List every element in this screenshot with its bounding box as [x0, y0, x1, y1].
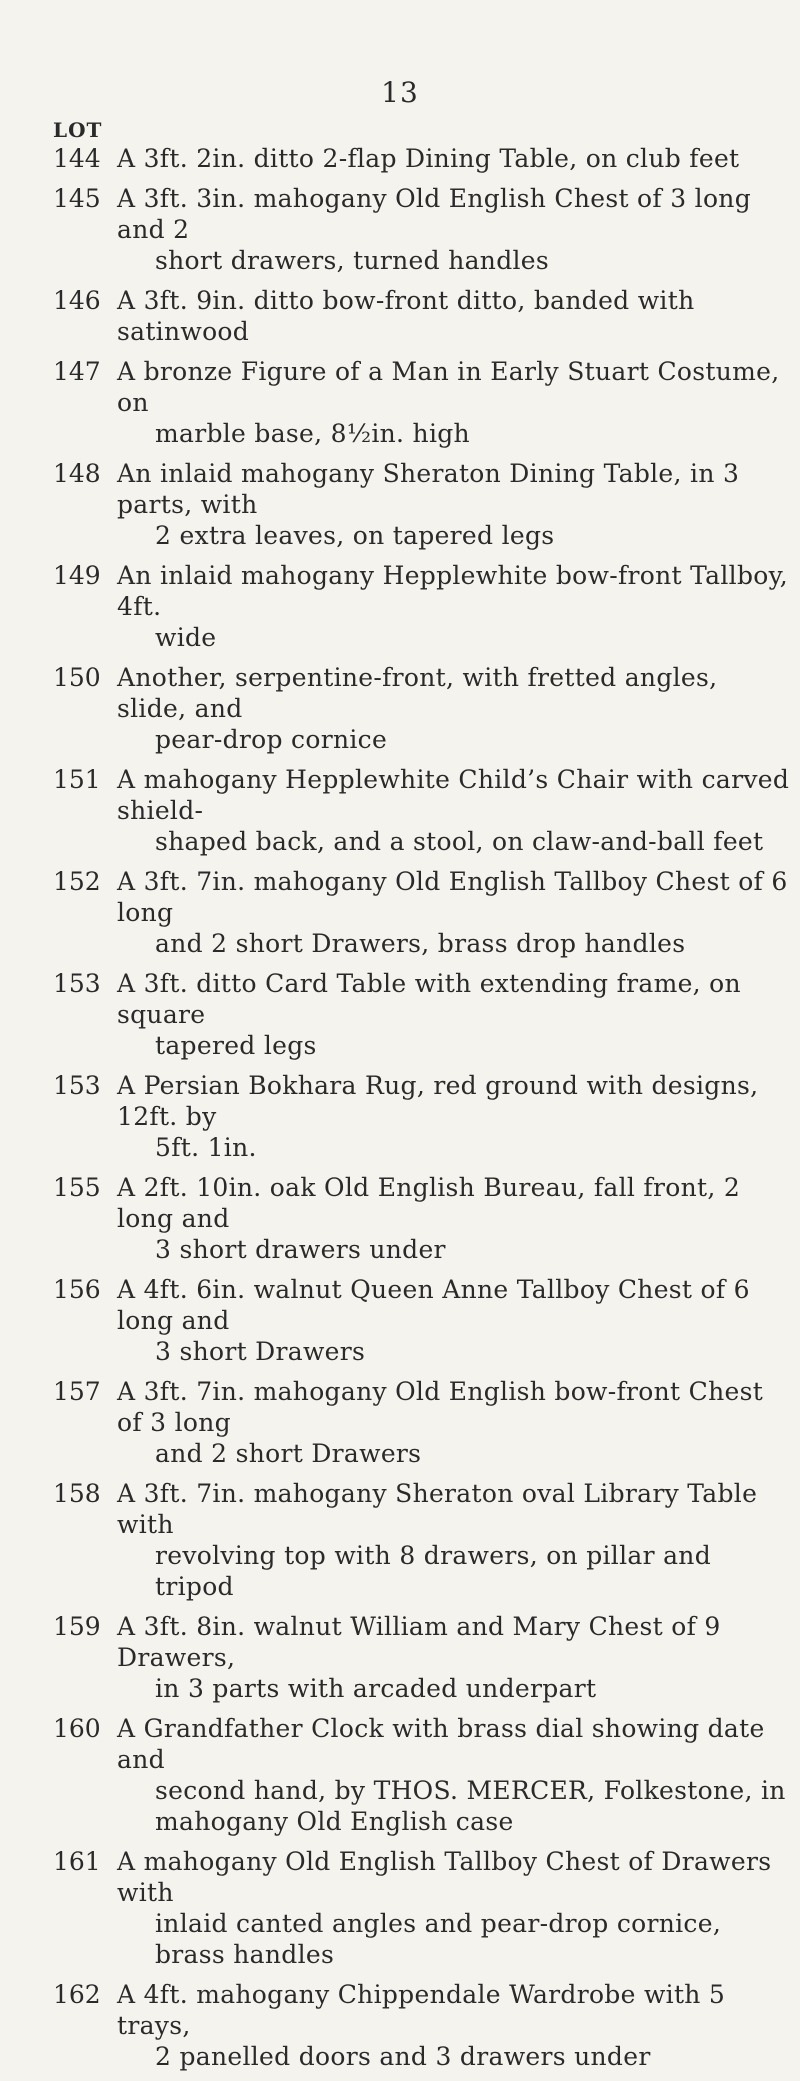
lot-number: 162 — [53, 1980, 101, 2009]
lot-entry — [53, 560, 793, 653]
lot-description — [117, 662, 793, 755]
lot-description — [117, 1713, 793, 1837]
lot-description — [117, 1979, 793, 2072]
lot-list — [53, 143, 793, 2081]
lot-description-line: short drawers, turned handles — [155, 246, 550, 275]
lot-entry — [53, 1979, 793, 2072]
lot-number: 152 — [53, 867, 101, 896]
lot-number: 160 — [53, 1714, 101, 1743]
lot-description-line: in 3 parts with arcaded underpart — [155, 1674, 597, 1703]
lot-description-line: revolving top with 8 drawers, on pillar and tripod — [155, 1541, 712, 1601]
lot-description-line: An inlaid mahogany Sheraton Dining Table, in 3 parts, with — [117, 459, 740, 519]
lot-description — [117, 183, 793, 276]
lot-description-line: A 4ft. 6in. walnut Queen Anne Tallboy Chest of 6 long and — [117, 1275, 750, 1335]
lot-description-line: shaped back, and a stool, on claw-and-ball feet — [155, 827, 764, 856]
lot-entry — [53, 1274, 793, 1367]
lot-entry — [53, 1611, 793, 1704]
lot-description — [117, 458, 793, 551]
lot-description-line: 5ft. 1in. — [155, 1133, 257, 1162]
lot-number: 153 — [53, 1071, 101, 1100]
lot-entry — [53, 1070, 793, 1163]
lot-description — [117, 356, 793, 449]
lot-entry — [53, 1846, 793, 1970]
lot-description — [117, 764, 793, 857]
lot-entry — [53, 968, 793, 1061]
lot-description-line: pear-drop cornice — [155, 725, 388, 754]
lot-entry — [53, 458, 793, 551]
lot-entry — [53, 285, 793, 347]
lot-description-line: A 3ft. 9in. ditto bow-front ditto, banded with satinwood — [117, 286, 695, 346]
lot-description-line: A 4ft. mahogany Chippendale Wardrobe with 5 trays, — [117, 1980, 726, 2040]
lot-description-line: An inlaid mahogany Hepplewhite bow-front Tallboy, 4ft. — [117, 561, 788, 621]
lot-description — [117, 1846, 793, 1970]
lot-description — [117, 285, 793, 347]
lot-description-line: 2 panelled doors and 3 drawers under — [155, 2042, 651, 2071]
lot-entry — [53, 662, 793, 755]
lot-description-line: 3 short Drawers — [155, 1337, 366, 1366]
lot-number: 144 — [53, 144, 101, 173]
lot-description-line: A 3ft. 7in. mahogany Old English Tallboy Chest of 6 long — [117, 867, 788, 927]
lot-description-line: A 3ft. 7in. mahogany Old English bow-front Chest of 3 long — [117, 1377, 764, 1437]
lot-description-line: mahogany Old English case — [155, 1807, 514, 1836]
lot-description-line: and 2 short Drawers — [155, 1439, 422, 1468]
lot-column-header: LOT — [53, 118, 103, 142]
lot-entry — [53, 143, 793, 174]
lot-entry — [53, 1478, 793, 1602]
lot-number: 157 — [53, 1377, 101, 1406]
lot-description — [117, 560, 793, 653]
lot-description — [117, 866, 793, 959]
lot-entry — [53, 1376, 793, 1469]
lot-number: 158 — [53, 1479, 101, 1508]
lot-number: 146 — [53, 286, 101, 315]
lot-description-line: A 3ft. 2in. ditto 2-flap Dining Table, on club feet — [117, 144, 740, 173]
lot-number: 151 — [53, 765, 101, 794]
lot-entry — [53, 183, 793, 276]
lot-description-line: 2 extra leaves, on tapered legs — [155, 521, 555, 550]
lot-entry — [53, 764, 793, 857]
lot-number: 156 — [53, 1275, 101, 1304]
lot-number: 147 — [53, 357, 101, 386]
lot-entry — [53, 1713, 793, 1837]
lot-description-line: A Persian Bokhara Rug, red ground with designs, 12ft. by — [117, 1071, 759, 1131]
lot-description-line: A 2ft. 10in. oak Old English Bureau, fall front, 2 long and — [117, 1173, 741, 1233]
lot-number: 153 — [53, 969, 101, 998]
lot-number: 150 — [53, 663, 101, 692]
lot-description — [117, 1070, 793, 1163]
lot-description — [117, 1172, 793, 1265]
lot-description-line: and 2 short Drawers, brass drop handles — [155, 929, 686, 958]
lot-description — [117, 1611, 793, 1704]
lot-entry — [53, 1172, 793, 1265]
lot-description-line: A 3ft. ditto Card Table with extending frame, on square — [117, 969, 741, 1029]
lot-number: 145 — [53, 184, 101, 213]
lot-description — [117, 968, 793, 1061]
lot-description-line: Another, serpentine-front, with fretted angles, slide, and — [117, 663, 718, 723]
lot-entry — [53, 866, 793, 959]
lot-number: 155 — [53, 1173, 101, 1202]
lot-description-line: second hand, by THOS. MERCER, Folkestone, in — [155, 1776, 786, 1805]
lot-description-line: A mahogany Old English Tallboy Chest of Drawers with — [117, 1847, 772, 1907]
lot-description — [117, 1376, 793, 1469]
lot-description — [117, 1478, 793, 1602]
lot-number: 149 — [53, 561, 101, 590]
lot-number: 148 — [53, 459, 101, 488]
lot-description-line: A 3ft. 7in. mahogany Sheraton oval Library Table with — [117, 1479, 758, 1539]
lot-description-line: A 3ft. 3in. mahogany Old English Chest of 3 long and 2 — [117, 184, 752, 244]
lot-description-line: A Grandfather Clock with brass dial showing date and — [117, 1714, 765, 1774]
lot-description-line: A 3ft. 8in. walnut William and Mary Chest of 9 Drawers, — [117, 1612, 721, 1672]
lot-description-line: wide — [155, 623, 217, 652]
lot-number: 159 — [53, 1612, 101, 1641]
lot-description-line: A bronze Figure of a Man in Early Stuart Costume, on — [117, 357, 780, 417]
lot-description — [117, 1274, 793, 1367]
page-number: 13 — [381, 76, 419, 109]
lot-description-line: tapered legs — [155, 1031, 317, 1060]
lot-description-line: 3 short drawers under — [155, 1235, 446, 1264]
lot-description — [117, 143, 793, 174]
lot-description-line: A mahogany Hepplewhite Child’s Chair with carved shield- — [117, 765, 790, 825]
lot-description-line: marble base, 8½in. high — [155, 419, 470, 448]
lot-description-line: inlaid canted angles and pear-drop cornice, brass handles — [155, 1909, 722, 1969]
lot-number: 161 — [53, 1847, 101, 1876]
lot-entry — [53, 356, 793, 449]
